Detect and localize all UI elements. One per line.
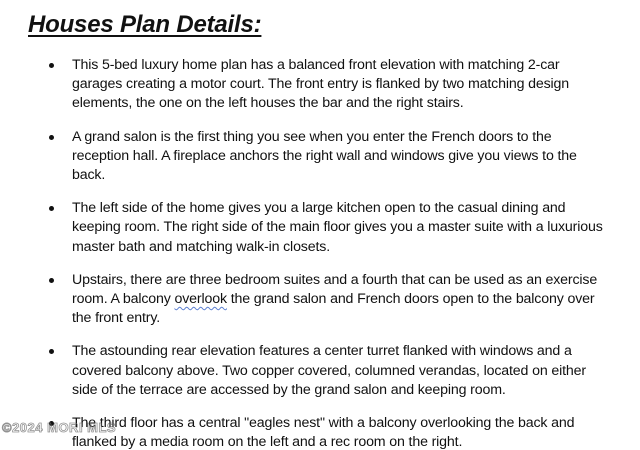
bullet-icon	[49, 206, 54, 211]
bullet-icon	[49, 135, 54, 140]
bullet-text: This 5-bed luxury home plan has a balanced front elevation with matching 2-car garages creating a motor court. The front entry is flanked by two matching design elements, the one on the left houses the bar and the right stairs.	[72, 57, 570, 112]
list-item	[0, 271, 640, 329]
watermark: ©2024 MORI MLS	[2, 420, 117, 435]
bullet-text-part: the grand salon and French doors open to the balcony over the front entry.	[72, 291, 595, 327]
page-title: Houses Plan Details:	[28, 11, 262, 38]
bullet-icon	[49, 63, 54, 68]
list-item	[0, 199, 640, 257]
bullet-text: The astounding rear elevation features a center turret flanked with windows and a covered balcony above. Two copper covered, columned verandas, located on either side of the terrace are accessed by the grand salon and keeping room.	[72, 343, 586, 398]
list-item	[0, 128, 640, 186]
bullet-text	[72, 272, 597, 326]
bullet-text-part: Upstairs, there are three bedroom suites and a fourth that can be used as an exercise room. A balcony	[72, 271, 598, 308]
bullet-text: The third floor has a central "eagles nest" with a balcony overlooking the back and flanked by a media room on the left and a rec room on the right.	[72, 415, 575, 450]
bullet-text: A grand salon is the first thing you see when you enter the French doors to the reception hall. A fireplace anchors the right wall and windows give you views to the back.	[72, 128, 577, 184]
bullet-list	[0, 56, 640, 450]
bullet-text: The left side of the home gives you a large kitchen open to the casual dining and keeping room. The right side of the main floor gives you a master suite with a luxurious master bath and matching walk-in closets.	[72, 200, 603, 255]
spellcheck-flagged-word[interactable]: overlook	[174, 291, 227, 308]
bullet-icon	[49, 278, 54, 283]
bullet-icon	[49, 349, 54, 354]
list-item	[0, 56, 640, 114]
list-item	[0, 342, 640, 400]
